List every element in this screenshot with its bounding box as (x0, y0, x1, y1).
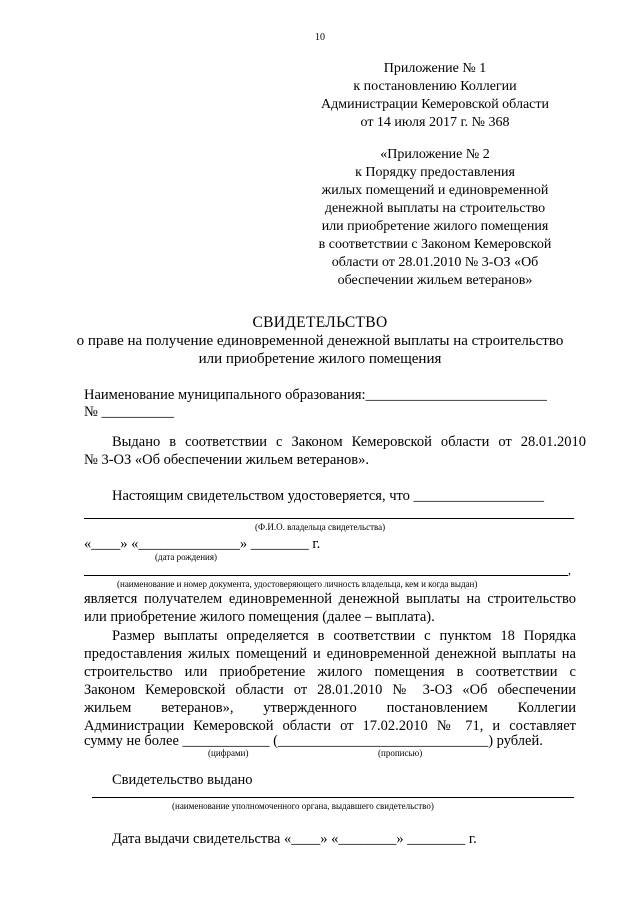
payment-sum-field[interactable]: сумму не более ____________ (_____________________________) рублей. (84, 733, 543, 749)
appendix-2-line: к Порядку предоставления (355, 165, 515, 180)
certificate-title-block (0, 314, 640, 368)
issuer-underline[interactable] (92, 797, 574, 798)
body-paragraph-line: жильем ветеранов», утвержденного постановлением Коллегии (84, 700, 576, 716)
body-paragraph-line: Законом Кемеровской области от 28.01.2010 № 3-ОЗ «Об обеспечении (84, 682, 576, 698)
issuer-label: Свидетельство выдано (112, 772, 253, 788)
fio-caption: (Ф.И.О. владельца свидетельства) (255, 522, 386, 532)
issued-paragraph-line: № 3-ОЗ «Об обеспечении жильем ветеранов». (84, 452, 370, 468)
municipality-number-field[interactable]: № __________ (84, 404, 174, 420)
appendix-1-line: к постановлению Коллегии (353, 79, 517, 94)
sum-digits-caption: (цифрами) (208, 748, 249, 758)
municipality-field[interactable]: Наименование муниципального образования:_________________________ (84, 387, 547, 403)
appendix-2-line: денежной выплаты на строительство (324, 201, 546, 216)
appendix-2-line: жилых помещений и единовременной (321, 183, 549, 198)
document-subtitle: о праве на получение единовременной денежной выплаты на строительство (76, 333, 564, 349)
appendix-1-line: от 14 июля 2017 г. № 368 (360, 115, 510, 130)
document-subtitle: или приобретение жилого помещения (198, 351, 442, 367)
issued-paragraph-line: Выдано в соответствии с Законом Кемеровской области от 28.01.2010 (112, 434, 586, 450)
sum-words-caption: (прописью) (378, 748, 423, 758)
appendix-2-line: «Приложение № 2 (380, 147, 490, 162)
appendix-2-line: обеспечении жильем ветеранов» (337, 273, 533, 288)
appendix-1-line: Администрации Кемеровской области (321, 97, 549, 112)
identity-document-caption: (наименование и номер документа, удостоверяющего личность владельца, кем и когда выдан) (117, 579, 478, 589)
body-paragraph-line: строительство или приобретение жилого помещения в соответствии с (84, 664, 576, 680)
body-paragraph-line: Администрации Кемеровской области от 17.02.2010 № 71, и составляет (84, 718, 576, 734)
identity-document-comma: , (568, 563, 571, 577)
body-paragraph-line: Размер выплаты определяется в соответствии с пунктом 18 Порядка (112, 628, 576, 644)
appendix-1-line: Приложение № 1 (383, 61, 487, 76)
body-line: является получателем единовременной денежной выплаты на строительство (84, 591, 576, 607)
appendix-2-header (300, 146, 570, 290)
issuer-caption: (наименование уполномоченного органа, выдавшего свидетельство) (172, 801, 434, 811)
body-line: или приобретение жилого помещения (далее – выплата). (84, 609, 435, 625)
fio-underline[interactable] (84, 518, 574, 519)
issue-date-field[interactable]: Дата выдачи свидетельства «____» «________» ________ г. (112, 831, 477, 847)
body-paragraph-line: предоставления жилых помещений и единовременной денежной выплаты на (84, 646, 576, 662)
certify-line[interactable]: Настоящим свидетельством удостоверяется, что __________________ (112, 488, 545, 504)
appendix-1-header (300, 60, 570, 132)
appendix-2-line: области от 28.01.2010 № 3-ОЗ «Об (331, 255, 539, 270)
birth-date-field[interactable]: «____» «______________» ________ г. (84, 536, 321, 552)
appendix-2-line: или приобретение жилого помещения (321, 219, 549, 234)
appendix-2-line: в соответствии с Законом Кемеровской (318, 237, 552, 252)
identity-document-underline[interactable] (84, 575, 568, 576)
document-title: СВИДЕТЕЛЬСТВО (252, 314, 388, 331)
page-number: 10 (315, 32, 325, 43)
birth-date-caption: (дата рождения) (155, 552, 217, 562)
